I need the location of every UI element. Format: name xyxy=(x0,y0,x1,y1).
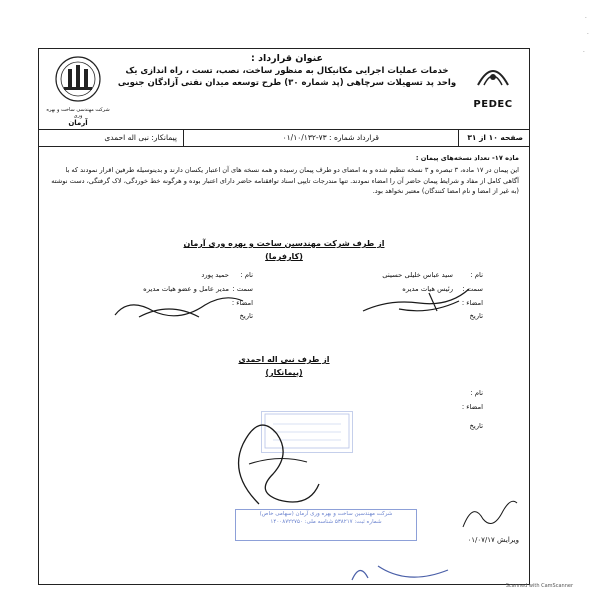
signer1-signature xyxy=(359,281,479,321)
contractor-signature xyxy=(219,404,339,514)
contractor-heading-text: از طرف نبی اله احمدی xyxy=(238,355,330,364)
scan-speck: · xyxy=(582,48,585,56)
contractor-name-label: نام : xyxy=(470,389,483,397)
signer1-post: رئیس هیات مدیره xyxy=(402,285,453,293)
page xyxy=(8,8,591,591)
pedec-logo xyxy=(463,55,523,123)
contract-info-row xyxy=(39,129,529,147)
arman-logo-icon xyxy=(48,55,108,103)
signer2-post: مدیر عامل و عضو هیات مدیره xyxy=(143,285,229,293)
pedec-logo-icon xyxy=(470,55,516,95)
signer2-date-label: تاریخ xyxy=(239,312,253,320)
signer1-post-label: سمت : xyxy=(462,285,483,293)
signer2-name: حمید پورد xyxy=(201,271,229,279)
signer1-name-label: نام : xyxy=(470,271,483,279)
article-heading: ماده ۱۷- تعداد نسخه‌های پیمان : xyxy=(415,154,519,162)
signer1-name: سید عباس خلیلی حسینی xyxy=(382,271,453,279)
document-header xyxy=(39,49,529,130)
arman-logo-text: آرمان xyxy=(68,119,88,127)
scan-speck: · xyxy=(584,14,587,22)
contractor-role xyxy=(39,368,529,377)
signer2-post-label: سمت : xyxy=(232,285,253,293)
company-stamp xyxy=(235,509,417,541)
contractor-date-label: تاریخ xyxy=(469,422,483,430)
info-divider xyxy=(458,129,459,146)
article-text: این پیمان در ۱۷ ماده، ۳ تبصره و ۳ نسخه تنظیم شده و به امضای دو طرف پیمان رسیده و همه نسخه های آن اعتبار یکسان دارند و بدینوسیله طرفین اقرار نمودند که با آگاهی کامل از مفاد و شرایط پیمان حاضر آن را امضاء نمودند. تنها مندرجات تایپی اسناد توافقنامه حاضر دارای اعتبار بوده و هرگونه خط خوردگی، لاک گرفتگی، دست نوشته (به غیر از امضا و نام امضا کنندگان) معتبر نخواهد بود. xyxy=(51,166,519,195)
contract-title-line2: واحد پد تسهیلات سرچاهی (پد شماره ۳۰) طرح توسعه میدان نفتی آزادگان جنوبی xyxy=(117,78,457,88)
employer-heading-text: از طرف شرکت مهندسین ساخت و بهره وری آرمان xyxy=(183,239,385,248)
contract-title-line1: خدمات عملیات اجرایی مکانیکال به منظور ساخت، نصب، تست ، راه اندازی یک xyxy=(125,66,449,76)
info-divider xyxy=(183,129,184,146)
signer1-date-label: تاریخ xyxy=(469,312,483,320)
contract-number: قرارداد شماره : ۷۳-۰۱/۱۰/۱۳۲ xyxy=(282,133,379,142)
revision-date: ویرایش ۰۱/۰۷/۱۷ xyxy=(467,536,519,544)
contract-title-label: عنوان قرارداد : xyxy=(251,53,323,64)
signer1-sign-label: امضاء : xyxy=(461,299,483,307)
scan-speck: · xyxy=(586,30,589,38)
company-stamp-line2: شماره ثبت: ۵۳۸۲۱۷ شناسه ملی: ۱۴۰۰۸۷۲۲۷۵۰ xyxy=(270,519,382,525)
pedec-logo-text: PEDEC xyxy=(473,99,513,110)
contract-title xyxy=(117,53,457,89)
page-number: صفحه ۱۰ از ۳۱ xyxy=(467,133,523,142)
company-stamp-line1: شرکت مهندسین ساخت و بهره وری آرمان (سهامی خاص) xyxy=(259,511,393,517)
employer-role-text: (کارفرما) xyxy=(265,252,303,261)
arman-logo xyxy=(45,55,111,127)
scanner-watermark: Scanned with CamScanner xyxy=(505,583,573,589)
signer2-name-label: نام : xyxy=(240,271,253,279)
signer2-sign-label: امضاء : xyxy=(231,299,253,307)
contractor-name: پیمانکار: نبی اله احمدی xyxy=(104,133,177,142)
contractor-role-text: (پیمانکار) xyxy=(265,368,303,377)
contract-page xyxy=(38,48,530,585)
employer-role xyxy=(39,252,529,261)
employer-heading xyxy=(39,239,529,248)
margin-initials xyxy=(459,491,519,531)
contractor-heading xyxy=(39,355,529,364)
signer2-signature xyxy=(109,287,249,327)
arman-logo-subtext: شرکت مهندسی ساخت و بهره وری xyxy=(46,107,110,119)
contractor-sign-label: امضاء : xyxy=(461,403,483,411)
bottom-initials xyxy=(348,556,458,586)
